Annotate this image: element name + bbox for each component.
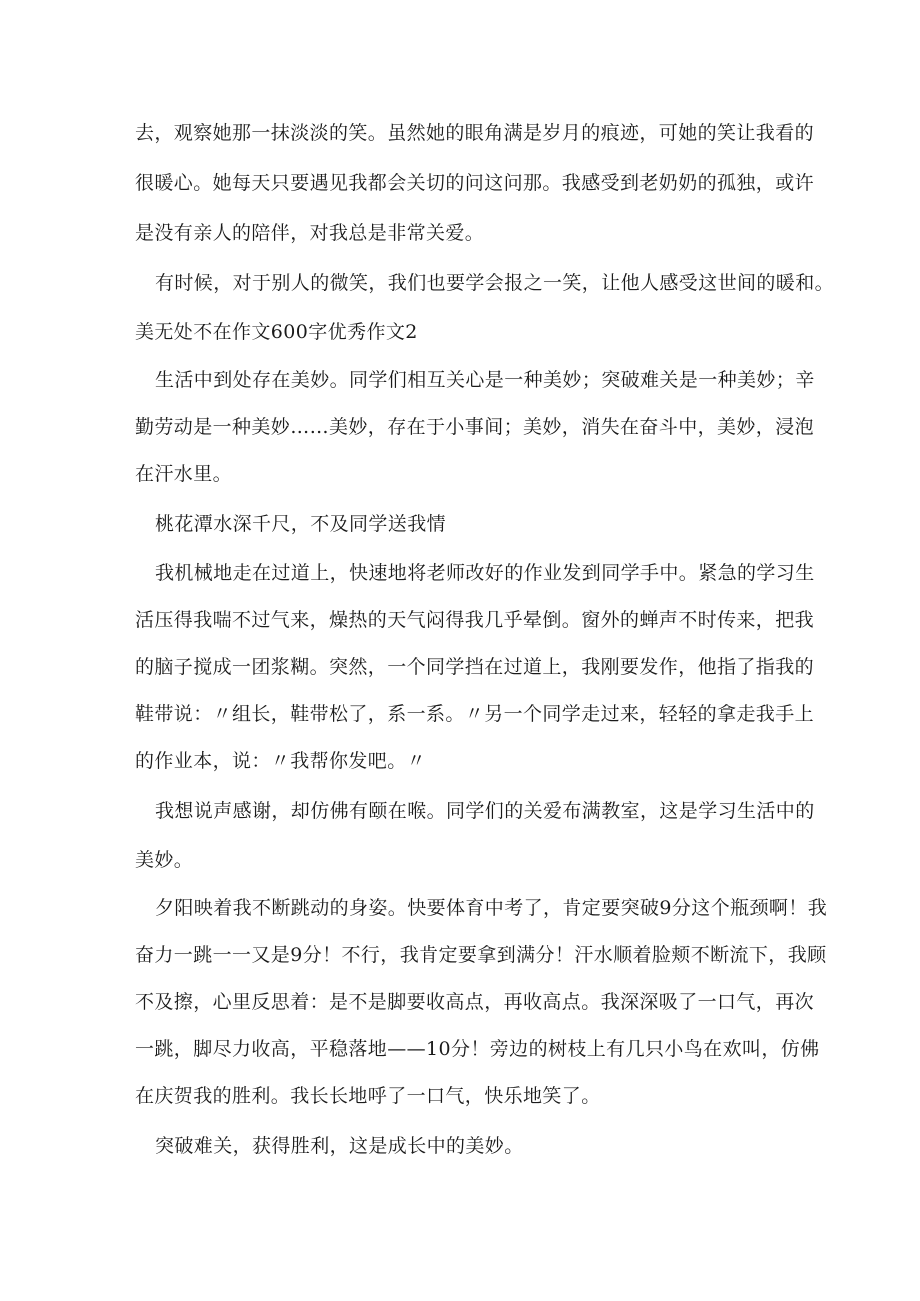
paragraph-3-line-2: 勤劳动是一种美妙……美妙，存在于小事间；美妙，消失在奋斗中，美妙，浸泡 (135, 416, 815, 438)
paragraph-7-line-5: 在庆贺我的胜利。我长长地呼了一口气，快乐地笑了。 (135, 1085, 601, 1107)
paragraph-5-line-2: 活压得我喘不过气来，燥热的天气闷得我几乎晕倒。窗外的蝉声不时传来，把我 (135, 609, 815, 631)
paragraph-5-line-3: 的脑子搅成一团浆糊。突然，一个同学挡在过道上，我刚要发作，他指了指我的 (135, 656, 815, 678)
paragraph-1-line-1: 去，观察她那一抹淡淡的笑。虽然她的眼角满是岁月的痕迹，可她的笑让我看的 (135, 122, 815, 144)
paragraph-5-line-5: 的作业本，说：〃我帮你发吧。〃 (135, 750, 427, 772)
paragraph-6-line-2: 美妙。 (135, 849, 194, 871)
paragraph-8-line-1: 突破难关，获得胜利，这是成长中的美妙。 (155, 1135, 524, 1157)
paragraph-3-line-1: 生活中到处存在美妙。同学们相互关心是一种美妙；突破难关是一种美妙；辛 (155, 369, 815, 391)
paragraph-5-line-1: 我机械地走在过道上，快速地将老师改好的作业发到同学手中。紧急的学习生 (155, 562, 815, 584)
section-heading: 美无处不在作文600字优秀作文2 (135, 321, 418, 343)
paragraph-1-line-3: 是没有亲人的陪伴，对我总是非常关爱。 (135, 222, 485, 244)
paragraph-1-line-2: 很暖心。她每天只要遇见我都会关切的问这问那。我感受到老奶奶的孤独，或许 (135, 172, 815, 194)
paragraph-7-line-2: 奋力一跳一一又是9分！不行，我肯定要拿到满分！汗水顺着脸颊不断流下，我顾 (135, 944, 827, 966)
paragraph-7-line-1: 夕阳映着我不断跳动的身姿。快要体育中考了，肯定要突破9分这个瓶颈啊！我 (155, 897, 828, 919)
paragraph-7-line-4: 一跳，脚尽力收高，平稳落地——10分！旁边的树枝上有几只小鸟在欢叫，仿佛 (135, 1038, 820, 1060)
subheading: 桃花潭水深千尺，不及同学送我情 (155, 513, 447, 535)
paragraph-7-line-3: 不及擦，心里反思着：是不是脚要收高点，再收高点。我深深吸了一口气，再次 (135, 991, 815, 1013)
paragraph-3-line-3: 在汗水里。 (135, 463, 233, 485)
paragraph-6-line-1: 我想说声感谢，却仿佛有颐在喉。同学们的关爱布满教室，这是学习生活中的 (155, 800, 815, 822)
paragraph-2-line-1: 有时候，对于别人的微笑，我们也要学会报之一笑，让他人感受这世间的暖和。 (155, 272, 835, 294)
paragraph-5-line-4: 鞋带说：〃组长，鞋带松了，系一系。〃另一个同学走过来，轻轻的拿走我手上 (135, 703, 815, 725)
